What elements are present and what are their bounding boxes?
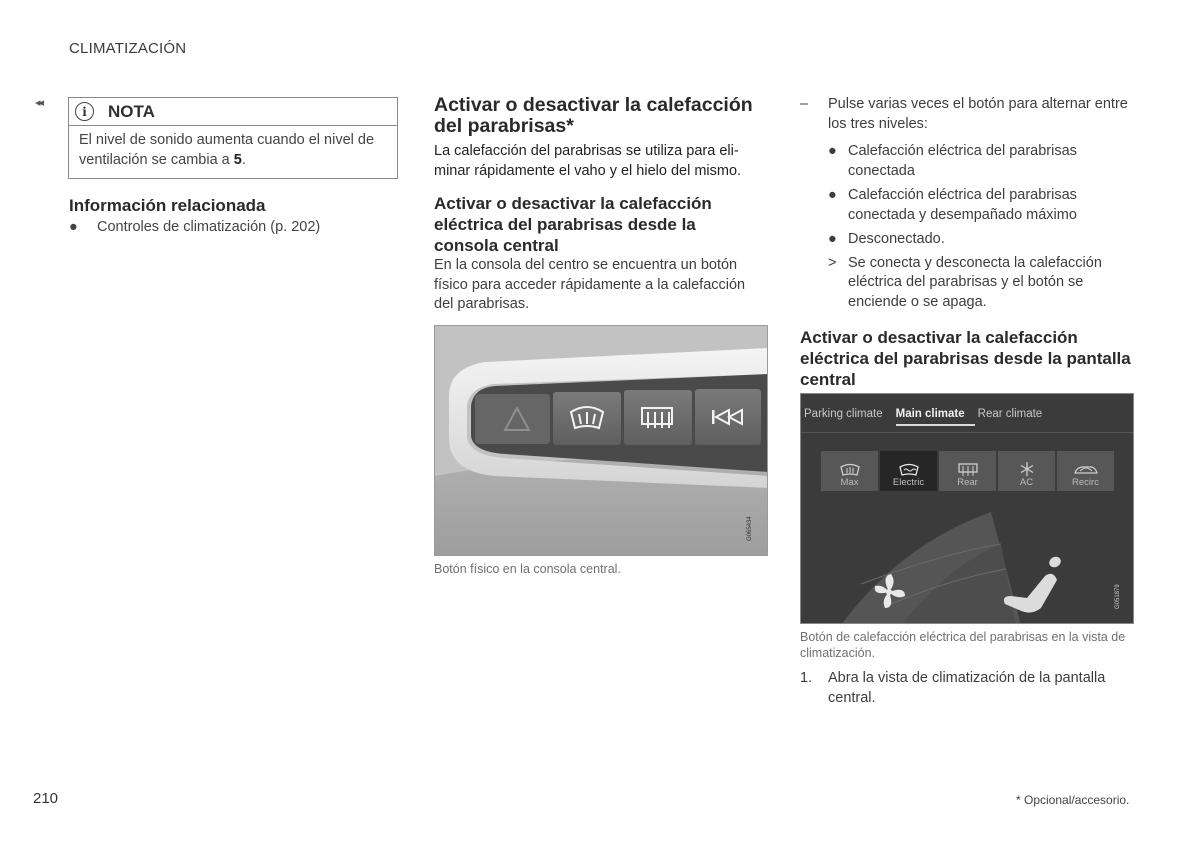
related-info-title: Información relacionada — [69, 196, 266, 215]
dash-mark: – — [800, 96, 809, 112]
related-link[interactable] — [69, 217, 320, 237]
note-header — [69, 98, 397, 126]
footnote: * Opcional/accesorio. — [1016, 793, 1130, 807]
level-text: Calefacción eléctrica del parabrisas conectada y desempañado máximo — [848, 187, 1077, 223]
rear-defrost-button[interactable] — [939, 451, 996, 491]
recirc-button[interactable] — [1057, 451, 1114, 491]
bullet-icon: ● — [69, 219, 78, 235]
ac-button[interactable] — [998, 451, 1055, 491]
tab-main-climate[interactable]: Main climate — [896, 408, 975, 426]
result-text: Se conecta y desconecta la calefacción eléctrica del parabrisas y el botón se enciende o se apaga. — [848, 254, 1102, 310]
tab-parking-climate[interactable]: Parking climate — [804, 408, 883, 420]
result-item — [800, 254, 1135, 313]
snowflake-icon — [1019, 461, 1035, 477]
max-defrost-icon — [839, 463, 861, 477]
bullet-icon: ● — [828, 187, 837, 203]
ac-label: AC — [1019, 477, 1034, 488]
bullet-icon: ● — [828, 143, 837, 159]
center-display-photo — [800, 393, 1134, 624]
max-defrost-button[interactable] — [821, 451, 878, 491]
level-text: Desconectado. — [848, 231, 945, 247]
recirculation-icon — [1073, 463, 1099, 477]
step1-text: Abra la vista de climatización de la pantalla central. — [828, 670, 1106, 706]
note-text-end: . — [241, 152, 246, 168]
console-paragraph: En la consola del centro se encuentra un botón físico para acceder rápidamente a la calefacción del parabrisas. — [434, 257, 746, 312]
numbered-step — [800, 669, 1135, 708]
main-heading: Activar o desactivar la calefacción del parabrisas* — [434, 94, 753, 137]
step-dash-item — [800, 95, 1135, 134]
image-code: G051879 — [1115, 584, 1121, 609]
level-item — [800, 230, 1135, 250]
level-item — [800, 186, 1135, 225]
climate-tabs — [801, 408, 1133, 426]
windshield-defrost-icon — [898, 463, 920, 477]
page-number: 210 — [33, 790, 59, 807]
level-item — [800, 142, 1135, 181]
info-icon: i — [75, 102, 94, 121]
rear-label: Rear — [957, 477, 978, 488]
intro-paragraph: La calefacción del parabrisas se utiliza para eli- minar rápidamente el vaho y el hielo del mismo. — [434, 143, 742, 179]
step-list — [800, 95, 1135, 312]
step-number: 1. — [800, 670, 813, 686]
section-header: CLIMATIZACIÓN — [69, 40, 187, 57]
seat-fan-illustration — [801, 394, 1134, 624]
max-label: Max — [840, 477, 859, 488]
seat-icon — [1004, 555, 1063, 613]
console-caption: Botón físico en la consola central. — [434, 562, 621, 576]
climate-button-row — [821, 451, 1114, 491]
result-arrow-icon: > — [828, 254, 837, 271]
bullet-icon: ● — [828, 231, 837, 247]
electric-label: Electric — [892, 477, 925, 488]
level-text: Calefacción eléctrica del parabrisas conectada — [848, 143, 1077, 179]
step-text: Pulse varias veces el botón para alternar entre los tres niveles: — [828, 96, 1128, 132]
screen-caption: Botón de calefacción eléctrica del parabrisas en la vista de climatización. — [800, 630, 1126, 660]
electric-defrost-button[interactable] — [880, 451, 937, 491]
console-illustration — [435, 326, 768, 556]
image-code: G065434 — [747, 516, 753, 541]
back-arrows-icon[interactable]: ◂◂ — [35, 97, 43, 109]
note-title: NOTA — [108, 101, 155, 121]
note-text-bold: 5 — [233, 152, 242, 168]
recirc-label: Recirc — [1072, 477, 1099, 488]
note-box — [68, 97, 398, 179]
screen-subheading: Activar o desactivar la calefacción eléctrica del parabrisas desde la pantalla central — [800, 328, 1131, 389]
console-subheading: Activar o desactivar la calefacción eléctrica del parabrisas desde la consola central — [434, 194, 712, 255]
note-text — [69, 126, 397, 170]
rear-defrost-icon — [957, 463, 979, 477]
console-button-photo — [434, 325, 768, 556]
tab-rear-climate[interactable]: Rear climate — [977, 408, 1043, 420]
related-link-text[interactable]: Controles de climatización (p. 202) — [97, 219, 321, 235]
tab-divider — [801, 432, 1133, 433]
note-text-start: El nivel de sonido aumenta cuando el nivel de ventilación se cambia a — [79, 132, 375, 168]
